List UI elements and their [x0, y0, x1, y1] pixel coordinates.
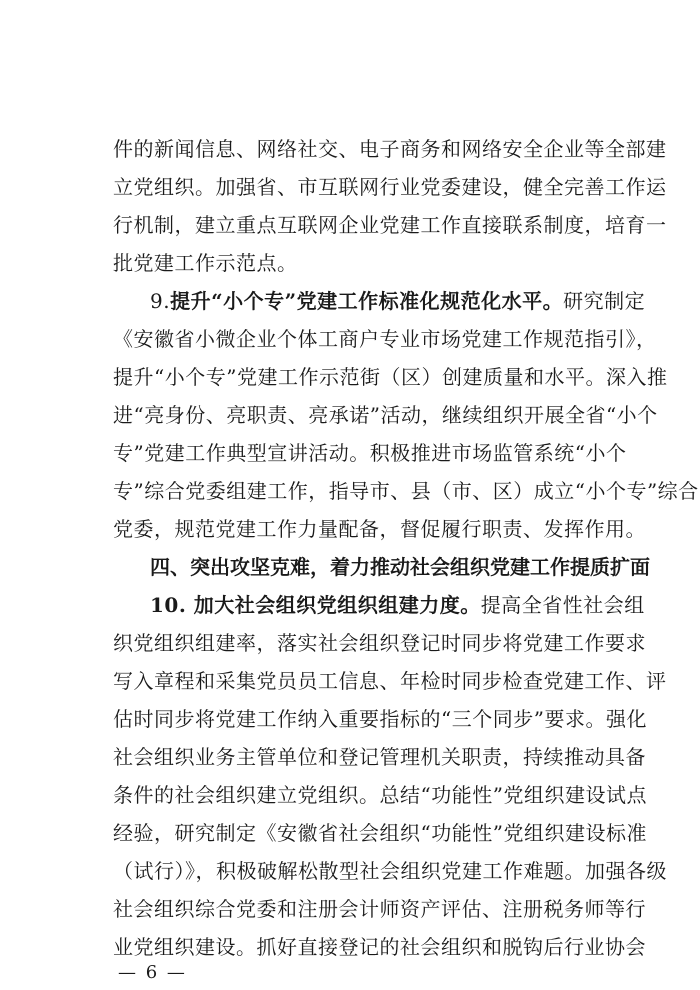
body-line-19: 经验，研究制定《安徽省社会组织“功能性”党组织建设标准 — [113, 821, 647, 845]
body-line-11: 党委，规范党建工作力量配备，督促履行职责、发挥作用。 — [113, 517, 646, 541]
body-line-10: 专”综合党委组建工作，指导市、县（市、区）成立“小个专”综合 — [113, 479, 699, 503]
item-9-title: 提升“小个专”党建工作标准化规范化水平。 — [170, 289, 564, 313]
page-number: — 6 — — [118, 962, 187, 983]
body-line-9: 专”党建工作典型宣讲活动。积极推进市场监管系统“小个 — [113, 441, 627, 465]
body-line-14: 织党组织组建率，落实社会组织登记时同步将党建工作要求 — [113, 631, 646, 655]
body-line-20: （试行）》，积极破解松散型社会组织党建工作难题。加强各级 — [113, 859, 667, 883]
item-10-title: 10. 加大社会组织党组织组建力度。 — [150, 593, 481, 617]
body-line-17: 社会组织业务主管单位和登记管理机关职责，持续推动具备 — [113, 745, 646, 769]
body-line-6: 《安徽省小微企业个体工商户专业市场党建工作规范指引》， — [113, 327, 657, 351]
item-10-line-1 — [150, 593, 645, 617]
item-10-text-start: 提高全省性社会组 — [480, 593, 645, 617]
item-9-number: 9. — [150, 289, 171, 313]
body-line-16: 估时同步将党建工作纳入重要指标的“三个同步”要求。强化 — [113, 707, 647, 731]
item-9-line-1 — [150, 289, 646, 313]
body-line-21: 社会组织综合党委和注册会计师资产评估、注册税务师等行 — [113, 897, 646, 921]
body-line-3: 行机制，建立重点互联网企业党建工作直接联系制度，培育一 — [113, 213, 667, 237]
body-line-4: 批党建工作示范点。 — [113, 251, 298, 275]
body-line-7: 提升“小个专”党建工作示范街（区）创建质量和水平。深入推 — [113, 365, 668, 389]
section-heading: 四、突出攻坚克难，着力推动社会组织党建工作提质扩面 — [150, 555, 650, 579]
body-line-15: 写入章程和采集党员员工信息、年检时同步检查党建工作、评 — [113, 669, 667, 693]
body-line-18: 条件的社会组织建立党组织。总结“功能性”党组织建设试点 — [113, 783, 647, 807]
body-line-1: 件的新闻信息、网络社交、电子商务和网络安全企业等全部建 — [113, 137, 667, 161]
body-line-2: 立党组织。加强省、市互联网行业党委建设，健全完善工作运 — [113, 175, 667, 199]
body-line-8: 进“亮身份、亮职责、亮承诺”活动，继续组织开展全省“小个 — [113, 403, 658, 427]
body-line-22: 业党组织建设。抓好直接登记的社会组织和脱钩后行业协会 — [113, 935, 646, 959]
item-9-text-start: 研究制定 — [563, 289, 646, 313]
